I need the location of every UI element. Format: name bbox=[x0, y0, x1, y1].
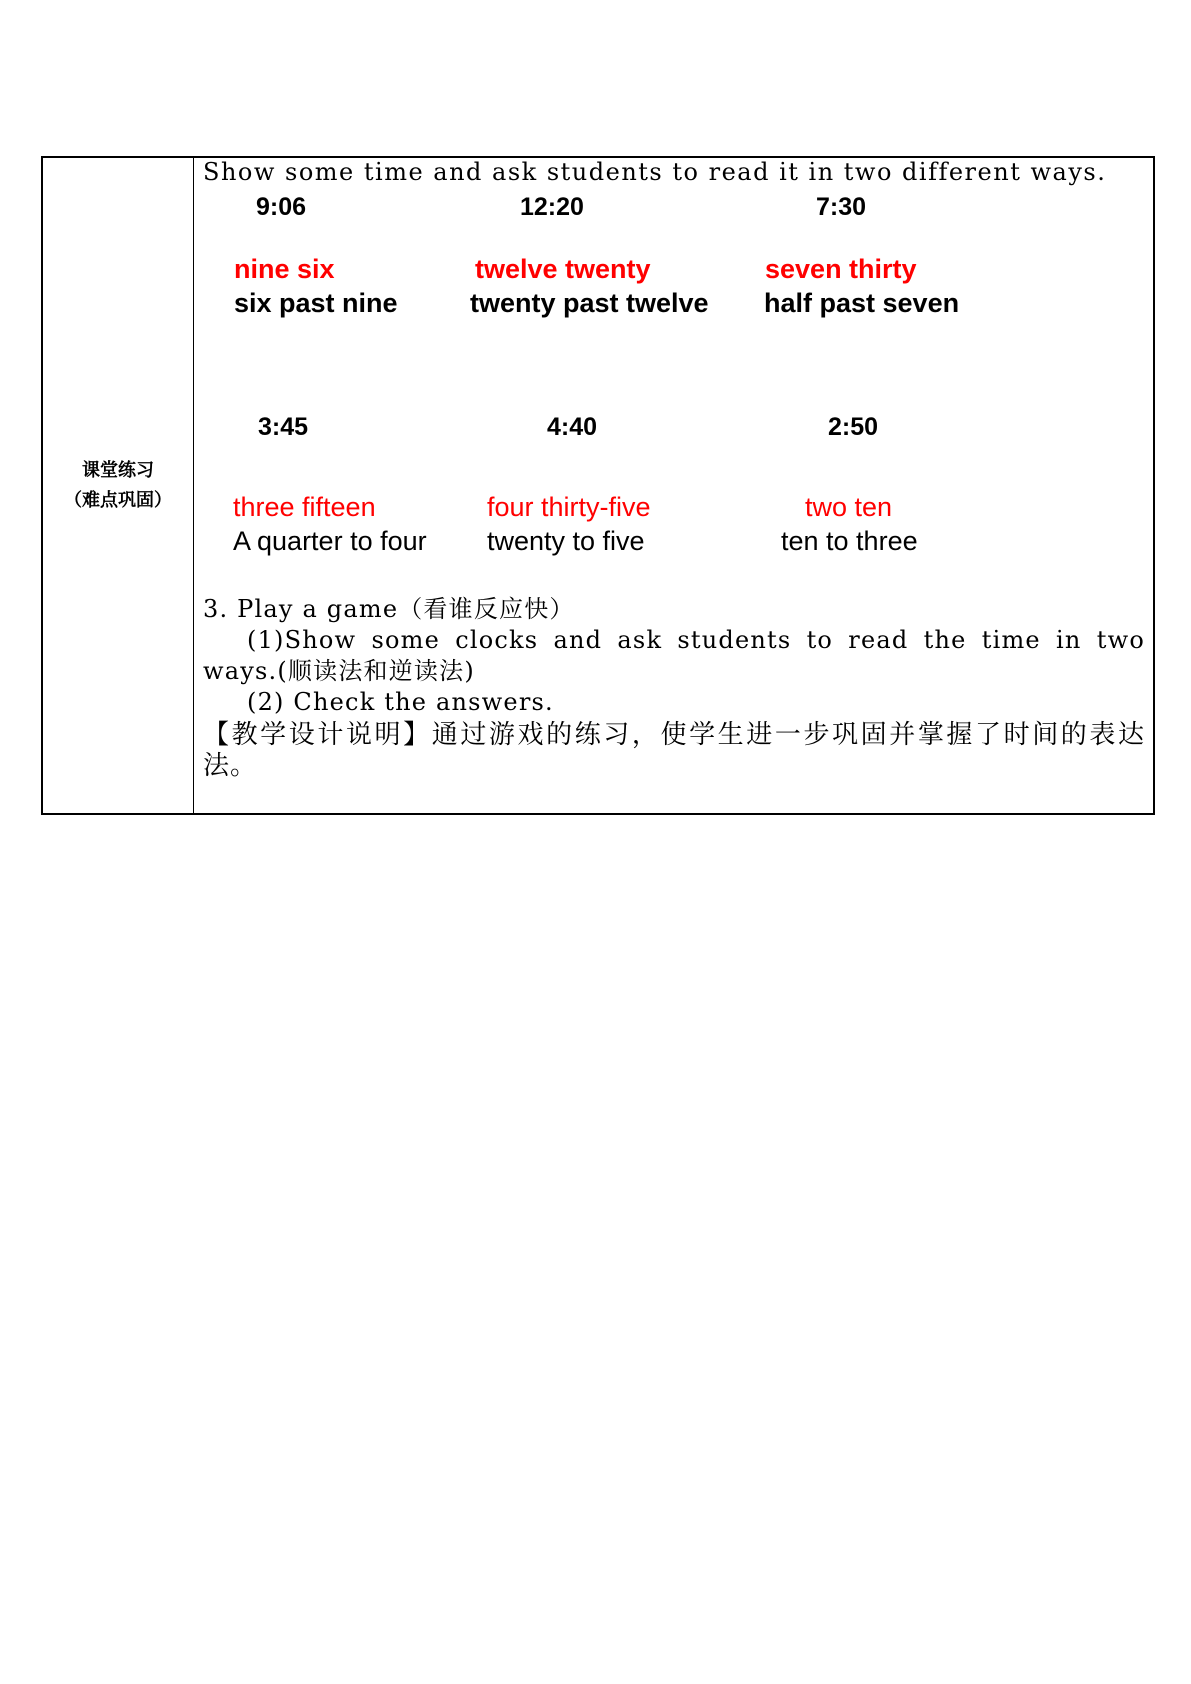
reading-direct: seven thirty bbox=[765, 254, 917, 284]
time-4-40: 4:40 bbox=[547, 413, 598, 441]
reading-direct: three fifteen bbox=[233, 492, 376, 522]
reading-reverse: half past seven bbox=[764, 288, 960, 318]
design-note-line1: 【教学设计说明】通过游戏的练习，使学生进一步巩固并掌握了时间的表达 bbox=[203, 720, 1145, 750]
game-section bbox=[203, 594, 1145, 718]
reading-reverse: ten to three bbox=[781, 526, 918, 556]
time-2-50: 2:50 bbox=[828, 413, 879, 441]
section-sublabel: （难点巩固） bbox=[64, 489, 172, 511]
game-step-2: (2) Check the answers. bbox=[247, 688, 554, 716]
time-3-45: 3:45 bbox=[258, 413, 309, 441]
reading-direct: four thirty-five bbox=[487, 492, 651, 522]
game-step-1: (1)Show some clocks and ask students to read the time in two bbox=[247, 626, 1145, 654]
section-label-cell bbox=[43, 158, 193, 813]
time-7-30: 7:30 bbox=[816, 193, 867, 221]
time-12-20: 12:20 bbox=[520, 193, 584, 221]
reading-reverse: twenty past twelve bbox=[470, 288, 709, 318]
reading-reverse: A quarter to four bbox=[233, 526, 427, 556]
section-label: 课堂练习 bbox=[82, 459, 154, 481]
column-divider bbox=[193, 158, 194, 813]
reading-direct: two ten bbox=[805, 492, 893, 522]
design-note bbox=[203, 720, 1145, 782]
game-heading: 3. Play a game（看谁反应快） bbox=[203, 595, 575, 623]
reading-reverse: twenty to five bbox=[487, 526, 645, 556]
time-9-06: 9:06 bbox=[256, 193, 307, 221]
design-note-line2: 法。 bbox=[203, 751, 258, 781]
reading-direct: twelve twenty bbox=[475, 254, 651, 284]
intro-text: Show some time and ask students to read it in two different ways. bbox=[203, 158, 1107, 186]
game-step-1-cont: ways.(顺读法和逆读法) bbox=[203, 657, 475, 685]
reading-reverse: six past nine bbox=[234, 288, 398, 318]
reading-direct: nine six bbox=[234, 254, 335, 284]
